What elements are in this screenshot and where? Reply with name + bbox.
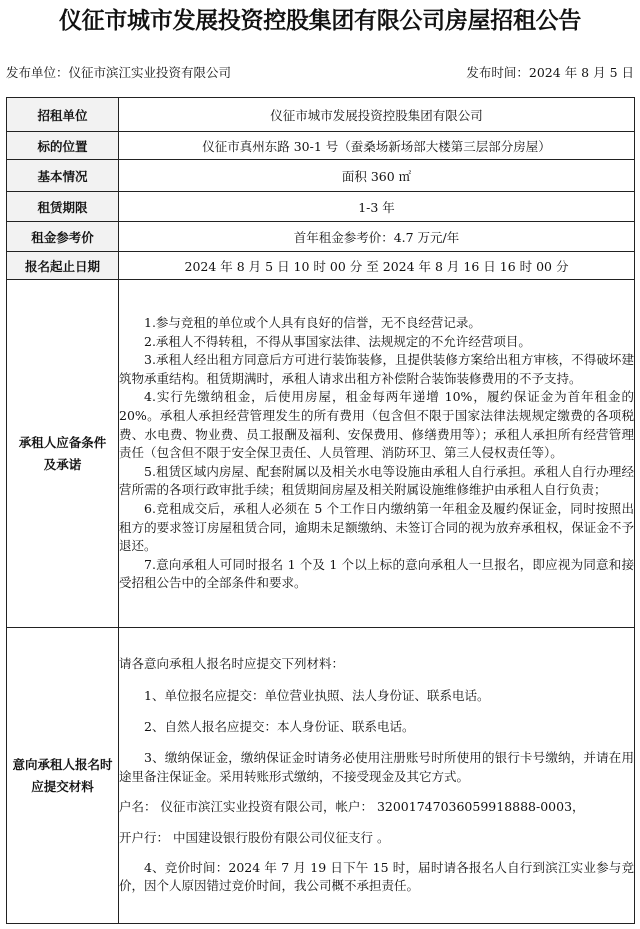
row-rent	[7, 222, 635, 252]
period-value: 1-3 年	[119, 192, 635, 222]
condition-item-4: 4.实行先缴纳租金，后使用房屋，租金每两年递增 10%，履约保证金为首年租金的 20%。承租人承担经营管理发生的所有费用（包含但不限于国家法律法规规定缴费的各项税费、水电费、物业费、员工报酬及福利、安保费用、修缮费用等）；承租人承担所有经营管理责任（包含但不限于安全保卫责任、人员管理、消防环卫、第三人侵权责任等）。	[119, 389, 634, 461]
page-title: 仪征市城市发展投资控股集团有限公司房屋招租公告	[58, 8, 582, 34]
condition-item-1: 1.参与竞租的单位或个人具有良好的信誉，无不良经营记录。	[144, 315, 481, 331]
condition-item-5: 5.租赁区域内房屋、配套附属以及相关水电等设施由承租人自行承担。承租人自行办理经营所需的各项行政审批手续；租赁期间房屋及相关附属设施维修维护由承租人自行负责；	[119, 463, 634, 498]
row-period	[7, 192, 635, 222]
submission-item-4: 4、竞价时间：2024 年 7 月 19 日下午 15 时，届时请各报名人自行到滨江实业参与竞价，因个人原因错过竞价时间，我公司概不承担责任。	[119, 860, 634, 894]
location-value: 仪征市真州东路 30-1 号（蚕桑场新场部大楼第三层部分房屋）	[119, 132, 635, 160]
submission-item-3: 3、缴纳保证金，缴纳保证金时请务必使用注册账号时所使用的银行卡号缴纳，并请在用途里备注保证金。采用转账形式缴纳，不接受现金及其它方式。	[119, 750, 634, 784]
submission-item-2: 2、自然人报名应提交：本人身份证、联系电话。	[144, 718, 415, 734]
conditions-content	[119, 280, 635, 628]
submission-content	[119, 628, 635, 924]
period-label: 租赁期限	[7, 192, 119, 222]
submission-account: 户名： 仪征市滨江实业投资有限公司，帐户： 32001747036059918888-0003，	[119, 799, 585, 815]
location-label: 标的位置	[7, 132, 119, 160]
basic-label: 基本情况	[7, 160, 119, 192]
publisher: 发布单位：仪征市滨江实业投资有限公司	[6, 65, 232, 80]
submission-intro: 请各意向承租人报名时应提交下列材料：	[119, 656, 345, 672]
conditions-label-line1: 承租人应备条件	[18, 434, 107, 450]
info-table	[6, 97, 635, 924]
signup-label: 报名起止日期	[7, 252, 119, 280]
row-signup	[7, 252, 635, 280]
submission-item-1: 1、单位报名应提交：单位营业执照、法人身份证、联系电话。	[144, 687, 490, 703]
rent-label: 租金参考价	[7, 222, 119, 252]
row-unit	[7, 98, 635, 132]
publish-time: 发布时间：2024 年 8 月 5 日	[466, 65, 634, 80]
row-basic	[7, 160, 635, 192]
unit-label: 招租单位	[7, 98, 119, 132]
row-location	[7, 132, 635, 160]
submission-label-line2: 应提交材料	[31, 778, 94, 794]
row-submission	[7, 628, 635, 924]
submission-label	[7, 628, 119, 924]
submission-label-line1: 意向承租人报名时	[12, 756, 113, 772]
signup-value: 2024 年 8 月 5 日 10 时 00 分 至 2024 年 8 月 16 日 16 时 00 分	[119, 252, 635, 280]
row-conditions	[7, 280, 635, 628]
conditions-label-line2: 及承诺	[43, 456, 82, 472]
condition-item-2: 2.承租人不得转租，不得从事国家法律、法规规定的不允许经营项目。	[144, 333, 531, 349]
submission-bank: 开户行： 中国建设银行股份有限公司仪征支行 。	[119, 829, 390, 845]
condition-item-3: 3.承租人经出租方同意后方可进行装饰装修，且提供装修方案给出租方审核，不得破坏建筑物承重结构。租赁期满时，承租人请求出租方补偿附合装饰装修费用的不予支持。	[119, 352, 634, 386]
condition-item-6: 6.竞租成交后，承租人必须在 5 个工作日内缴纳第一年租金及履约保证金，同时按照出租方的要求签订房屋租赁合同，逾期未足额缴纳、未签订合同的视为放弃承租权，保证金不予退还。	[119, 500, 634, 554]
unit-value: 仪征市城市发展投资控股集团有限公司	[119, 98, 635, 132]
conditions-label	[7, 280, 119, 628]
condition-item-7: 7.意向承租人可同时报名 1 个及 1 个以上标的意向承租人一旦报名，即应视为同意和接受招租公告中的全部条件和要求。	[119, 556, 634, 591]
basic-value: 面积 360 ㎡	[119, 160, 635, 192]
rent-value: 首年租金参考价：4.7 万元/年	[119, 222, 635, 252]
